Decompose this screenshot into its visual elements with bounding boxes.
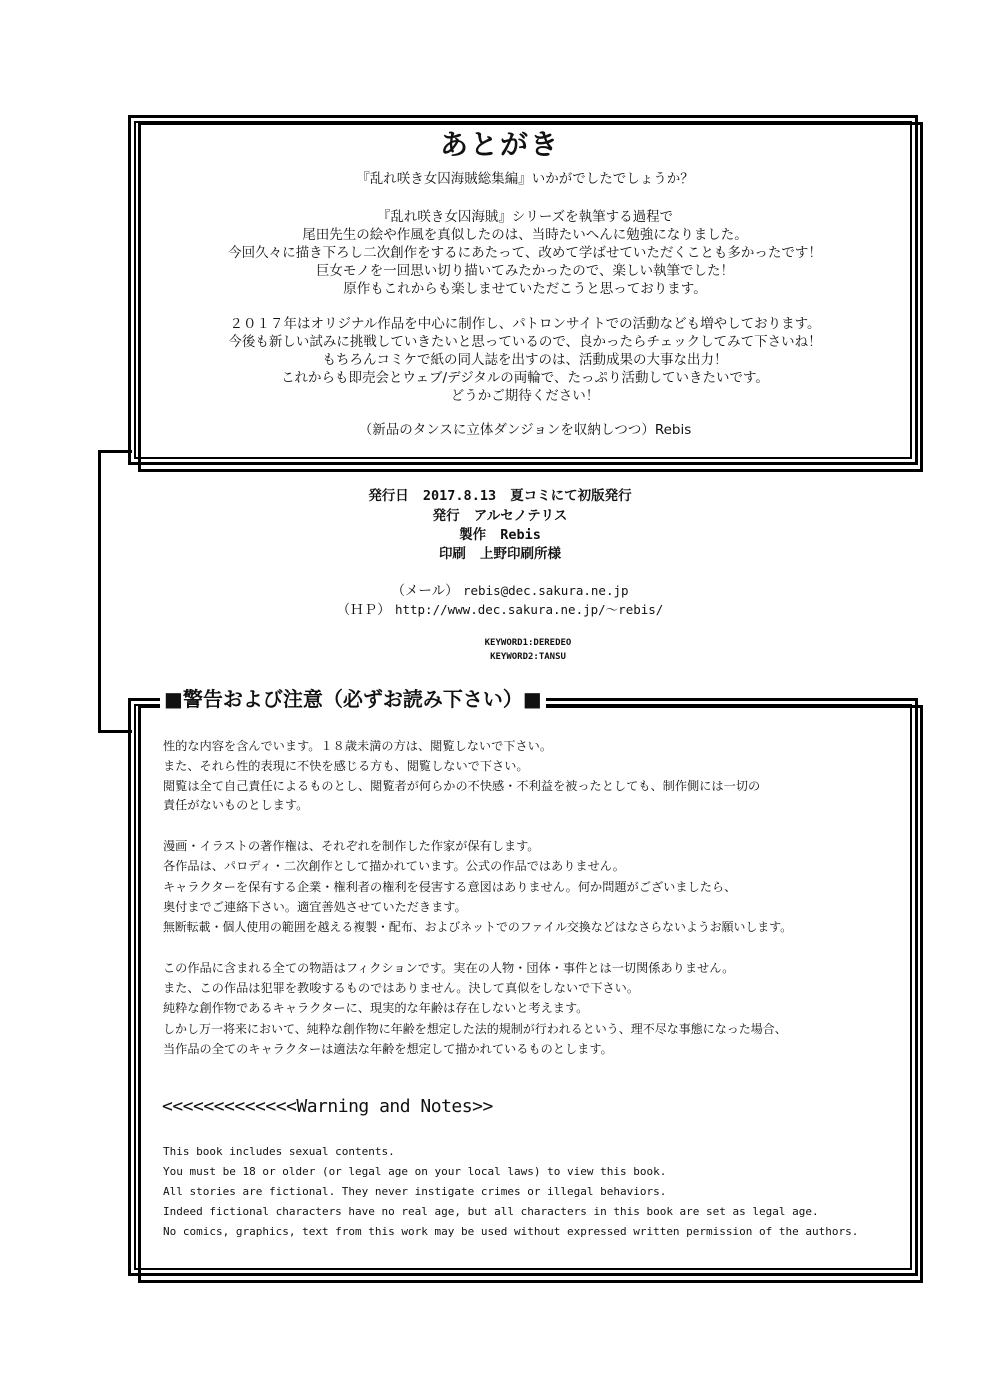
pub-date-value: 2017.8.13: [422, 488, 497, 504]
afterword-line: 『乱れ咲き女囚海賊』シリーズを執筆する過程で: [376, 209, 674, 225]
afterword-line: これからも即売会とウェブ/デジタルの両輪で、たっぷり活動していきたいです。: [281, 370, 769, 386]
afterword-line: 原作もこれからも楽しませていただこうと思っております。: [343, 281, 707, 297]
pub-hp-line: [0, 601, 1000, 619]
keyword-1: KEYWORD1:DEREDEO: [484, 638, 572, 648]
pub-publisher-line: [0, 507, 1000, 525]
pub-hp-link[interactable]: http://www.dec.sakura.ne.jp/～rebis/: [394, 602, 664, 617]
afterword-line: 今回久々に描き下ろし二次創作をするにあたって、改めて学ばせていただくことも多かったです！: [228, 245, 822, 261]
warning-line: 無断転載・個人使用の範囲を越える複製・配布、およびネットでのファイル交換などはなさらないようお願いします。: [163, 920, 793, 934]
notes-line: All stories are fictional. They never instigate crimes or illegal behaviors.: [163, 1185, 667, 1198]
warning-header: ■警告および注意（必ずお読み下さい）■: [160, 685, 546, 713]
keyword-2: KEYWORD2:TANSU: [490, 652, 566, 662]
warning-line: 各作品は、パロディ・二次創作として描かれています。公式の作品ではありません。: [163, 859, 625, 873]
notes-line: You must be 18 or older (or legal age on your local laws) to view this book.: [163, 1165, 667, 1178]
warning-line: 漫画・イラストの著作権は、それぞれを制作した作家が保有します。: [163, 839, 540, 853]
notes-header: <<<<<<<<<<<<<Warning and Notes>>: [162, 1096, 493, 1117]
connector-line-bottom: [98, 730, 132, 733]
afterword-line: 今後も新しい試みに挑戦していきたいと思っているので、良かったらチェックしてみて下さいね！: [228, 334, 822, 350]
pub-publisher-value: アルセノテリス: [473, 508, 568, 524]
afterword-line: 『乱れ咲き女囚海賊総集編』いかがでしたでしょうか？: [356, 171, 694, 187]
warning-line: また、それら性的表現に不快を感じる方も、閲覧しないで下さい。: [163, 759, 529, 773]
warning-line: 性的な内容を含んでいます。１８歳未満の方は、閲覧しないで下さい。: [163, 739, 553, 753]
warning-line: 閲覧は全て自己責任によるものとし、閲覧者が何らかの不快感・不利益を被ったとしても、制作側には一切の: [163, 779, 761, 793]
afterword-line: もちろんコミケで紙の同人誌を出すのは、活動成果の大事な出力！: [322, 352, 728, 368]
warning-line: 当作品の全てのキャラクターは適法な年齢を想定して描かれているものとします。: [163, 1042, 613, 1056]
pub-producer-label: 製作: [459, 527, 487, 543]
afterword-title: あとがき: [439, 128, 560, 161]
pub-date-note: 夏コミにて初版発行: [510, 488, 632, 504]
warning-line: この作品に含まれる全ての物語はフィクションです。実在の人物・団体・事件とは一切関係ありません。: [163, 961, 735, 975]
pub-printer-label: 印刷: [438, 546, 466, 562]
notes-line: No comics, graphics, text from this work may be used without expressed written permission of the authors.: [163, 1225, 859, 1238]
afterword-signature: （新品のタンスに立体ダンジョンを収納しつつ）Rebis: [358, 422, 692, 438]
afterword-line: 巨女モノを一回思い切り描いてみたかったので、楽しい執筆でした！: [315, 263, 735, 279]
pub-printer-value: 上野印刷所様: [480, 546, 562, 562]
connector-line-top: [98, 450, 132, 453]
pub-mail-line: [10, 582, 1000, 600]
pub-producer-value: Rebis: [500, 527, 541, 543]
warning-line: 純粋な創作物であるキャラクターに、現実的な年齢は存在しないと考えます。: [163, 1001, 589, 1015]
pub-date-label: 発行日: [368, 488, 409, 504]
afterword-line: 尾田先生の絵や作風を真似したのは、当時たいへんに勉強になりました。: [302, 227, 748, 243]
warning-line: しかし万一将来において、純粋な創作物に年齢を想定した法的規制が行われるという、理不尽な事態になった場合、: [163, 1022, 787, 1036]
afterword-line: どうかご期待ください！: [450, 388, 600, 404]
pub-mail-link[interactable]: rebis@dec.sakura.ne.jp: [462, 583, 629, 598]
pub-hp-label: （ＨＰ）: [336, 602, 391, 618]
notes-line: This book includes sexual contents.: [163, 1145, 395, 1158]
notes-line: Indeed fictional characters have no real age, but all characters in this book are set as legal age.: [163, 1205, 819, 1218]
pub-printer-line: [0, 545, 1000, 563]
warning-line: また、この作品は犯罪を教唆するものではありません。決して真似をしないで下さい。: [163, 981, 640, 995]
warning-line: キャラクターを保有する企業・権利者の権利を侵害する意図はありません。何か問題がございましたら、: [163, 880, 737, 894]
pub-date-line: [0, 487, 1000, 505]
pub-publisher-label: 発行: [432, 508, 460, 524]
pub-mail-label: （メール）: [391, 583, 459, 599]
pub-producer-line: [0, 526, 1000, 544]
warning-line: 責任がないものとします。: [163, 798, 309, 812]
warning-line: 奥付までご連絡下さい。適宜善処させていただきます。: [163, 900, 467, 914]
afterword-line: ２０１７年はオリジナル作品を中心に制作し、パトロンサイトでの活動なども増やしております。: [229, 316, 821, 332]
